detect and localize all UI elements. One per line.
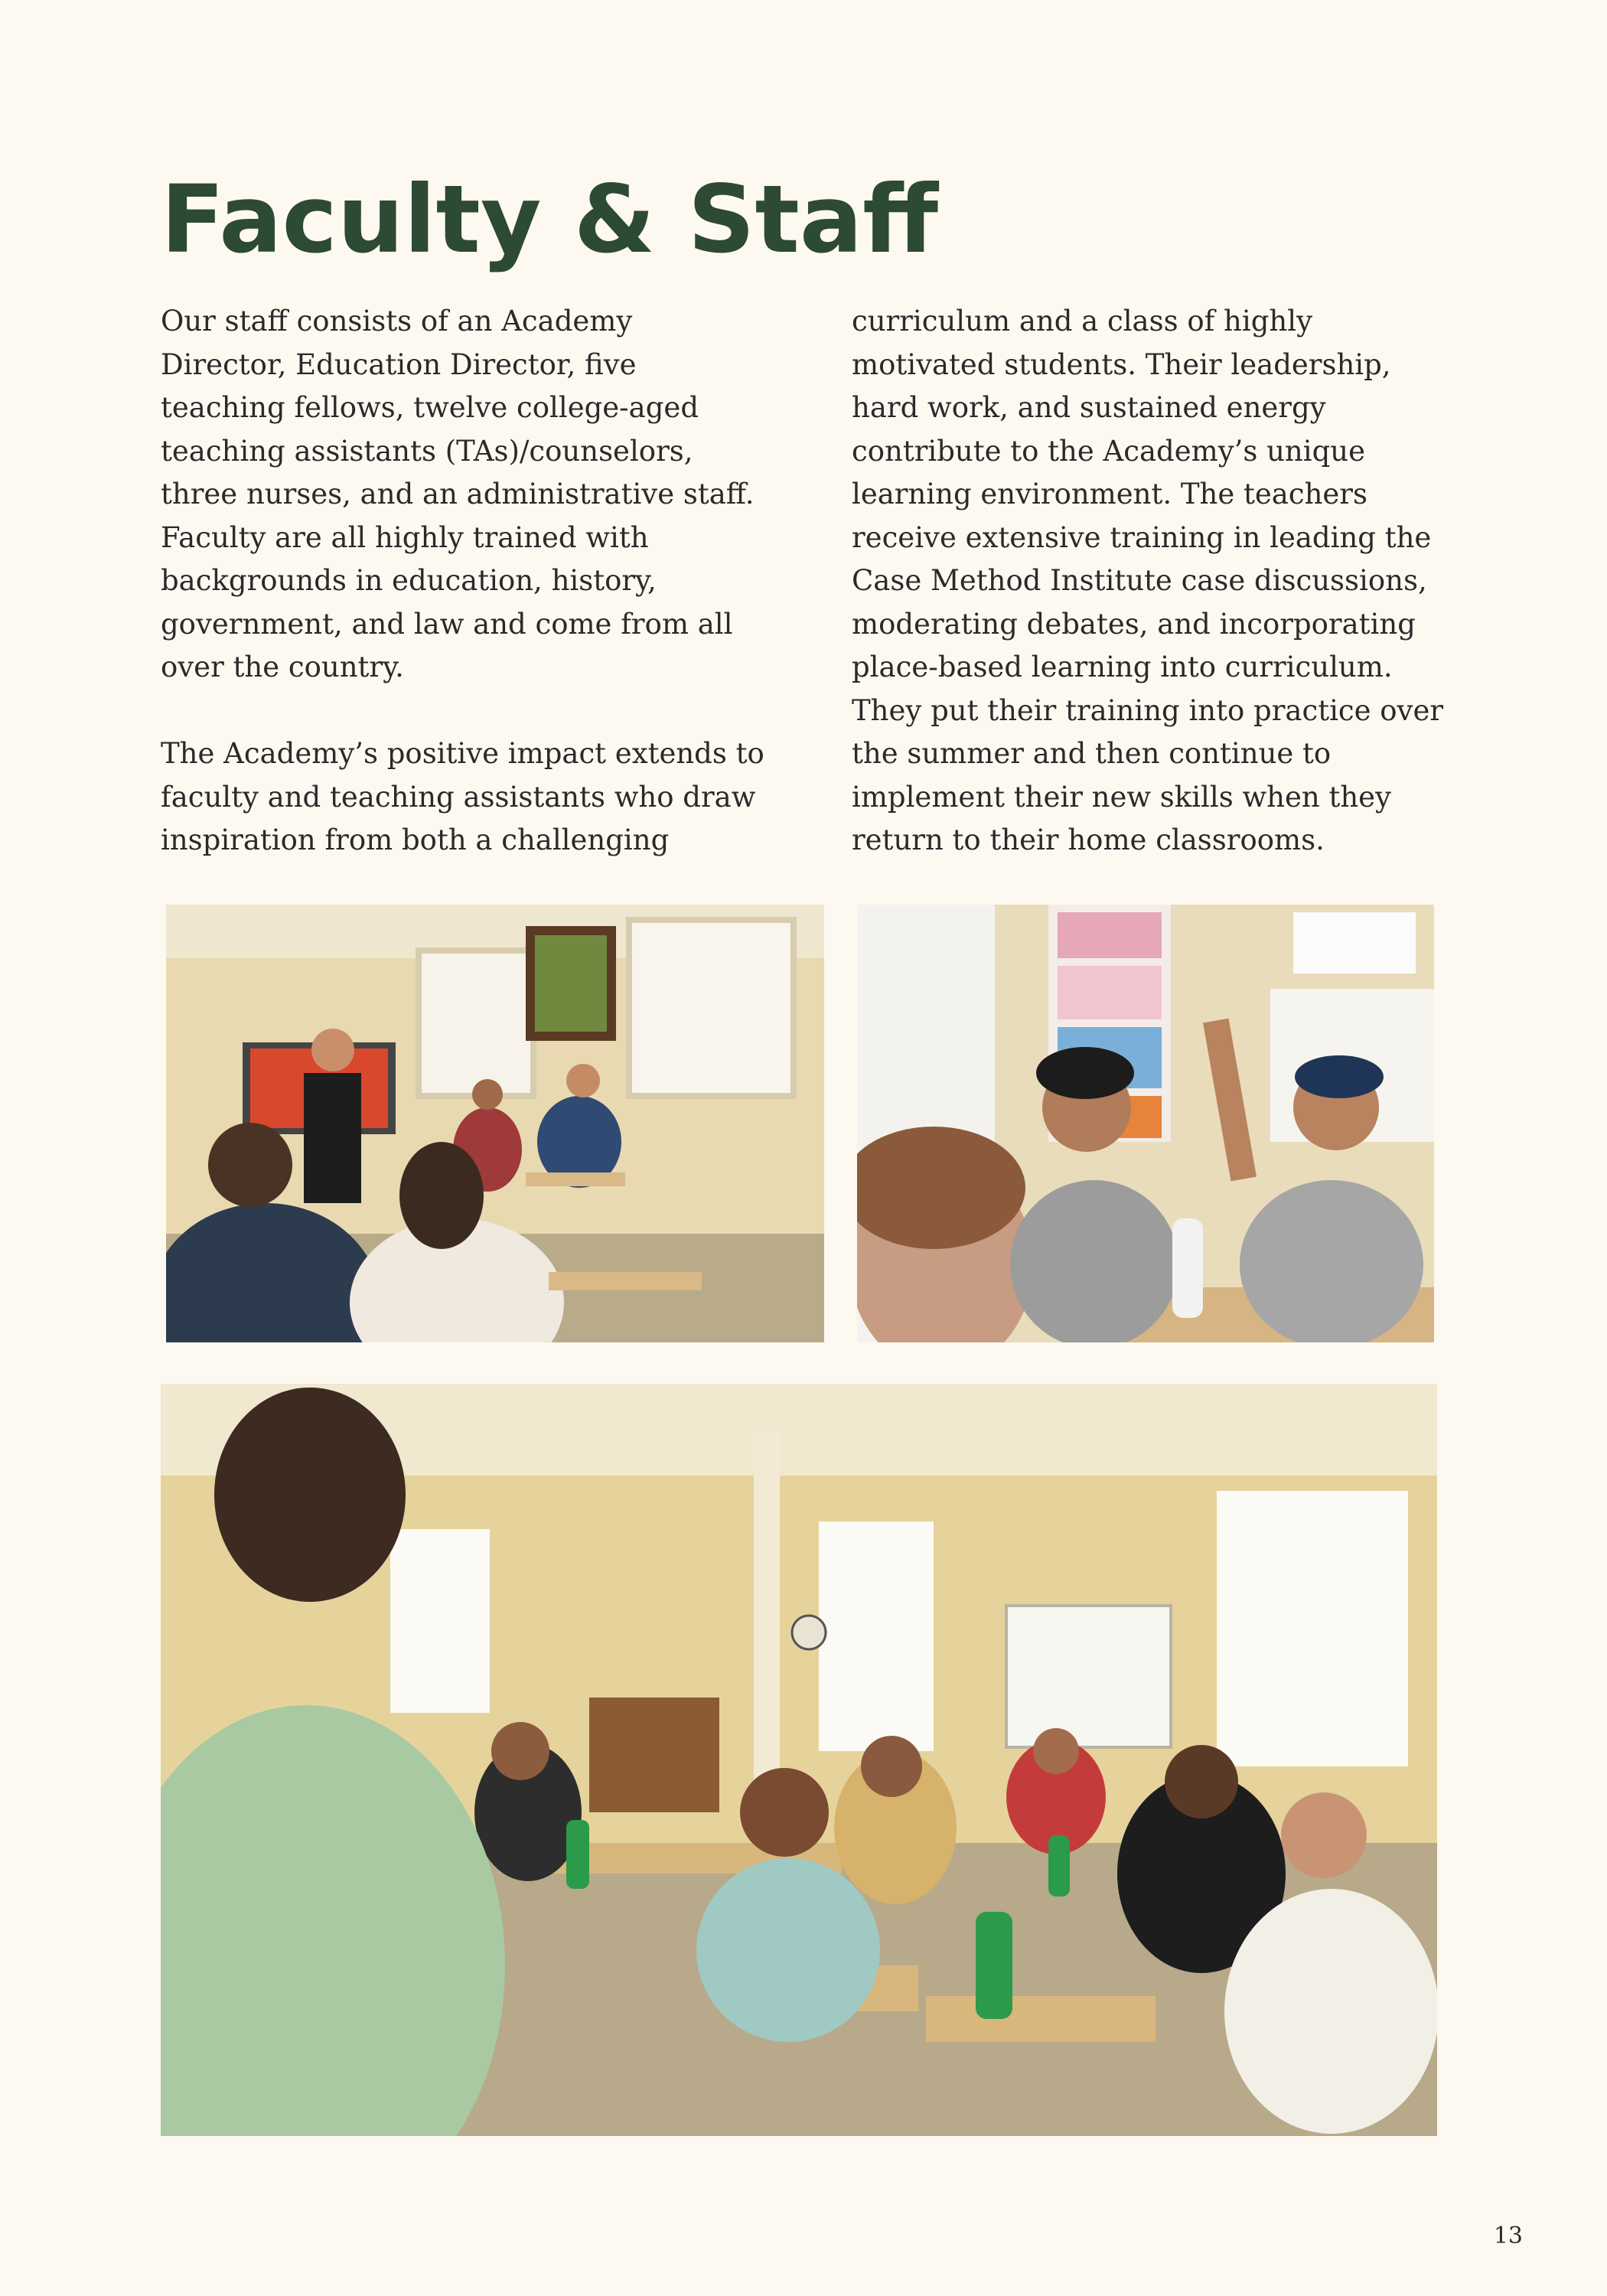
text-column-left	[161, 300, 773, 863]
body-paragraph: Our staff consists of an Academy Director, Education Director, five teaching fellows, twelve college-aged teaching assistants (TAs)/counselors, three nurses, and an administrative staff. Faculty are all highly trained with backgrounds in education, history, government, and law and come from all over the country.	[161, 305, 755, 683]
page-number: 13	[1493, 2223, 1523, 2249]
classroom-photo-teacher-standing	[166, 905, 824, 1342]
classroom-photo-students-raising-hand	[857, 905, 1434, 1342]
classroom-photo-full-class	[161, 1384, 1437, 2136]
body-paragraph: The Academy’s positive impact extends to faculty and teaching assistants who draw inspiration from both a challenging	[161, 737, 764, 856]
text-column-right	[852, 300, 1495, 863]
body-paragraph: curriculum and a class of highly motivated students. Their leadership, hard work, and sustained energy contribute to the Academy’s unique learning environment. The teachers receive extensive training in leading the Case Method Institute case discussions, moderating debates, and incorporating place-based learning into curriculum. They put their training into practice over the summer and then continue to implement their new skills when they return to their home classrooms.	[852, 305, 1444, 856]
page-title: Faculty & Staff	[161, 165, 939, 274]
